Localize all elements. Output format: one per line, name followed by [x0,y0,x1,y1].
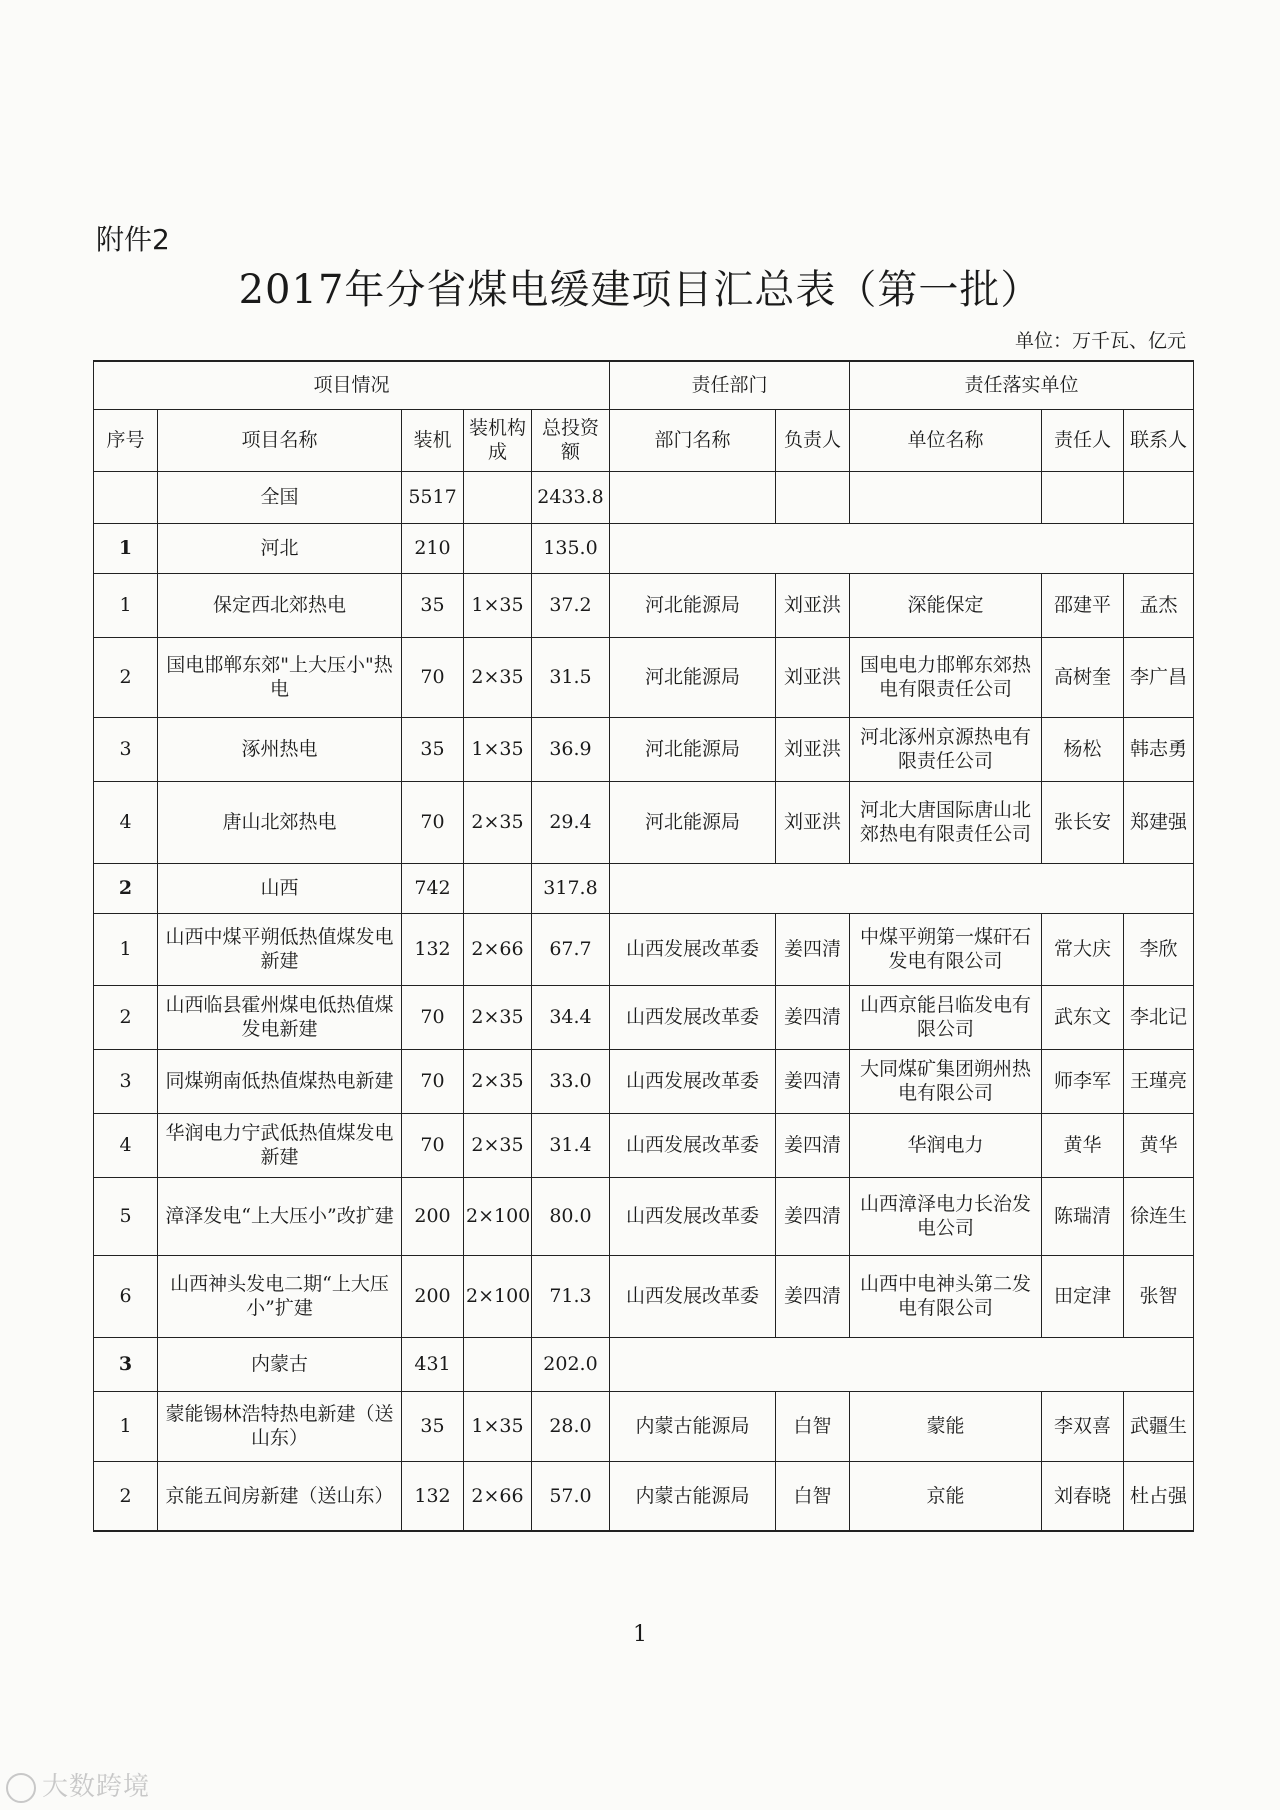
cell-seq: 2 [94,637,158,717]
cell-config [464,523,532,573]
cell-capacity: 70 [402,985,464,1049]
cell-seq: 1 [94,573,158,637]
cell-project-name: 山西 [158,863,402,913]
cell-seq: 1 [94,913,158,985]
col-header-dept-name: 部门名称 [610,409,776,471]
cell-seq: 2 [94,985,158,1049]
cell-unit-head: 武东文 [1042,985,1124,1049]
cell-config: 2×66 [464,913,532,985]
cell-project-name: 同煤朔南低热值煤热电新建 [158,1049,402,1113]
watermark-text: 大数跨境 [42,1772,151,1802]
cell-unit-name: 山西中电神头第二发电有限公司 [850,1255,1042,1337]
cell-project-name: 蒙能锡林浩特热电新建（送山东） [158,1391,402,1461]
cell-dept-head: 姜四清 [776,1049,850,1113]
cell-investment: 202.0 [532,1337,610,1391]
cell-unit-head: 陈瑞清 [1042,1177,1124,1255]
cell-unit-head: 刘春晓 [1042,1461,1124,1531]
table-row [94,1049,1194,1113]
cell-unit-name: 大同煤矿集团朔州热电有限公司 [850,1049,1042,1113]
province-row [94,1337,1194,1391]
cell-investment: 67.7 [532,913,610,985]
cell-config: 2×100 [464,1255,532,1337]
group-header-responsible-unit: 责任落实单位 [850,361,1194,409]
cell-contact: 李广昌 [1124,637,1194,717]
cell-investment: 33.0 [532,1049,610,1113]
cell-capacity: 35 [402,717,464,781]
cell-unit-name: 深能保定 [850,573,1042,637]
cell-investment: 28.0 [532,1391,610,1461]
col-header-contact: 联系人 [1124,409,1194,471]
attachment-label: 附件2 [96,223,170,256]
cell-dept-head: 刘亚洪 [776,573,850,637]
page-number: 1 [633,1622,647,1647]
cell-dept-name: 内蒙古能源局 [610,1391,776,1461]
table-row [94,1255,1194,1337]
cell-capacity: 70 [402,637,464,717]
cell-capacity: 200 [402,1177,464,1255]
cell-empty-span [610,1337,1194,1391]
table-row [94,985,1194,1049]
cell-contact: 李欣 [1124,913,1194,985]
cell-project-name: 涿州热电 [158,717,402,781]
cell-dept-name: 山西发展改革委 [610,1113,776,1177]
cell-unit-name [850,471,1042,523]
cell-investment: 31.4 [532,1113,610,1177]
cell-config [464,863,532,913]
table-row [94,913,1194,985]
cell-capacity: 35 [402,573,464,637]
cell-unit-head: 师李军 [1042,1049,1124,1113]
col-header-unit-name: 单位名称 [850,409,1042,471]
cell-project-name: 国电邯郸东郊"上大压小"热电 [158,637,402,717]
col-header-unit-head: 责任人 [1042,409,1124,471]
cell-config: 1×35 [464,717,532,781]
project-summary-table [93,360,1194,1532]
cell-seq: 4 [94,1113,158,1177]
cell-contact: 韩志勇 [1124,717,1194,781]
cell-contact: 杜占强 [1124,1461,1194,1531]
cell-capacity: 132 [402,1461,464,1531]
cell-dept-name: 内蒙古能源局 [610,1461,776,1531]
cell-seq: 3 [94,1337,158,1391]
cell-capacity: 70 [402,1049,464,1113]
cell-project-name: 河北 [158,523,402,573]
cell-dept-name: 河北能源局 [610,637,776,717]
cell-project-name: 保定西北郊热电 [158,573,402,637]
cell-seq: 1 [94,1391,158,1461]
cell-dept-name: 河北能源局 [610,781,776,863]
cell-project-name: 华润电力宁武低热值煤发电新建 [158,1113,402,1177]
cell-contact: 孟杰 [1124,573,1194,637]
cell-dept-name [610,471,776,523]
col-header-capacity: 装机 [402,409,464,471]
cell-empty-span [610,863,1194,913]
table-row [94,1113,1194,1177]
cell-dept-head: 姜四清 [776,1177,850,1255]
cell-investment: 34.4 [532,985,610,1049]
col-header-config: 装机构成 [464,409,532,471]
cell-investment: 317.8 [532,863,610,913]
cell-contact: 郑建强 [1124,781,1194,863]
cell-unit-head [1042,471,1124,523]
cell-dept-name: 山西发展改革委 [610,1049,776,1113]
cell-project-name: 山西临县霍州煤电低热值煤发电新建 [158,985,402,1049]
total-row [94,471,1194,523]
cell-dept-head: 姜四清 [776,985,850,1049]
cell-dept-name: 山西发展改革委 [610,985,776,1049]
cell-config: 2×35 [464,1049,532,1113]
cell-seq [94,471,158,523]
cell-config: 2×35 [464,985,532,1049]
cell-investment: 2433.8 [532,471,610,523]
table-body [94,471,1194,1531]
cell-project-name: 内蒙古 [158,1337,402,1391]
cell-dept-name: 山西发展改革委 [610,913,776,985]
cell-unit-head: 常大庆 [1042,913,1124,985]
cell-investment: 29.4 [532,781,610,863]
cell-dept-name: 山西发展改革委 [610,1255,776,1337]
cell-project-name: 京能五间房新建（送山东） [158,1461,402,1531]
cell-seq: 3 [94,1049,158,1113]
cell-project-name: 漳泽发电“上大压小”改扩建 [158,1177,402,1255]
cell-unit-name: 蒙能 [850,1391,1042,1461]
table-row [94,1391,1194,1461]
cell-seq: 4 [94,781,158,863]
table-row [94,573,1194,637]
cell-seq: 6 [94,1255,158,1337]
watermark [6,1766,150,1803]
cell-dept-name: 山西发展改革委 [610,1177,776,1255]
cell-dept-head: 姜四清 [776,913,850,985]
group-header-project-info: 项目情况 [94,361,610,409]
document-title: 2017年分省煤电缓建项目汇总表（第一批） [238,267,1042,313]
cell-unit-head: 李双喜 [1042,1391,1124,1461]
cell-dept-head: 刘亚洪 [776,637,850,717]
cell-config [464,1337,532,1391]
cell-dept-head: 白智 [776,1391,850,1461]
cell-unit-name: 国电电力邯郸东郊热电有限责任公司 [850,637,1042,717]
cell-seq: 2 [94,1461,158,1531]
cell-unit-name: 华润电力 [850,1113,1042,1177]
province-row [94,863,1194,913]
cell-unit-name: 中煤平朔第一煤矸石发电有限公司 [850,913,1042,985]
cell-config: 1×35 [464,1391,532,1461]
cell-unit-name: 河北涿州京源热电有限责任公司 [850,717,1042,781]
table-row [94,717,1194,781]
table-row [94,1177,1194,1255]
province-row [94,523,1194,573]
cell-contact: 黄华 [1124,1113,1194,1177]
cell-dept-name: 河北能源局 [610,717,776,781]
cell-unit-head: 杨松 [1042,717,1124,781]
cell-config: 2×35 [464,637,532,717]
table-row [94,637,1194,717]
col-header-seq: 序号 [94,409,158,471]
cell-seq: 1 [94,523,158,573]
cell-investment: 57.0 [532,1461,610,1531]
cell-investment: 37.2 [532,573,610,637]
col-header-name: 项目名称 [158,409,402,471]
cell-unit-name: 山西京能吕临发电有限公司 [850,985,1042,1049]
cell-investment: 31.5 [532,637,610,717]
watermark-logo-icon [6,1773,36,1803]
cell-unit-name: 山西漳泽电力长治发电公司 [850,1177,1042,1255]
cell-contact [1124,471,1194,523]
cell-contact: 武疆生 [1124,1391,1194,1461]
cell-capacity: 431 [402,1337,464,1391]
cell-investment: 71.3 [532,1255,610,1337]
cell-dept-head [776,471,850,523]
cell-contact: 李北记 [1124,985,1194,1049]
cell-capacity: 70 [402,781,464,863]
cell-dept-name: 河北能源局 [610,573,776,637]
cell-unit-head: 高树奎 [1042,637,1124,717]
col-header-dept-head: 负责人 [776,409,850,471]
cell-dept-head: 姜四清 [776,1255,850,1337]
cell-unit-head: 张长安 [1042,781,1124,863]
cell-investment: 80.0 [532,1177,610,1255]
cell-dept-head: 白智 [776,1461,850,1531]
cell-capacity: 210 [402,523,464,573]
cell-dept-head: 刘亚洪 [776,781,850,863]
cell-project-name: 山西神头发电二期“上大压小”扩建 [158,1255,402,1337]
cell-config: 2×35 [464,1113,532,1177]
cell-contact: 徐连生 [1124,1177,1194,1255]
table-row [94,1461,1194,1531]
cell-dept-head: 刘亚洪 [776,717,850,781]
cell-project-name: 唐山北郊热电 [158,781,402,863]
cell-project-name: 全国 [158,471,402,523]
cell-dept-head: 姜四清 [776,1113,850,1177]
cell-config: 2×35 [464,781,532,863]
cell-config: 2×100 [464,1177,532,1255]
cell-config: 2×66 [464,1461,532,1531]
cell-config [464,471,532,523]
col-header-investment: 总投资额 [532,409,610,471]
cell-capacity: 742 [402,863,464,913]
cell-contact: 张智 [1124,1255,1194,1337]
cell-contact: 王瑾亮 [1124,1049,1194,1113]
cell-unit-name: 京能 [850,1461,1042,1531]
cell-capacity: 200 [402,1255,464,1337]
cell-seq: 5 [94,1177,158,1255]
group-header-responsible-dept: 责任部门 [610,361,850,409]
cell-project-name: 山西中煤平朔低热值煤发电新建 [158,913,402,985]
cell-unit-name: 河北大唐国际唐山北郊热电有限责任公司 [850,781,1042,863]
unit-note: 单位：万千瓦、亿元 [1014,330,1186,352]
cell-seq: 3 [94,717,158,781]
cell-unit-head: 邵建平 [1042,573,1124,637]
cell-unit-head: 田定津 [1042,1255,1124,1337]
table-row [94,781,1194,863]
cell-capacity: 5517 [402,471,464,523]
cell-investment: 135.0 [532,523,610,573]
cell-config: 1×35 [464,573,532,637]
cell-empty-span [610,523,1194,573]
cell-seq: 2 [94,863,158,913]
cell-unit-head: 黄华 [1042,1113,1124,1177]
cell-capacity: 35 [402,1391,464,1461]
cell-capacity: 132 [402,913,464,985]
cell-investment: 36.9 [532,717,610,781]
cell-capacity: 70 [402,1113,464,1177]
